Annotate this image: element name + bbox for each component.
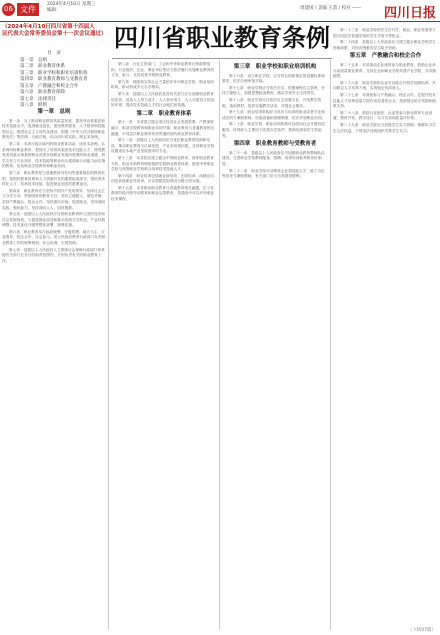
table-of-contents <box>2 51 106 110</box>
article: 第十一条 本省建立健全适应经济社会发展需要，产教深度融合，职业学校教育和职业培训并重，职业教育与普通教育相互融通，不同层次职业教育有效贯通的现代职业教育体系。 <box>111 120 215 136</box>
article: 第十二条 县级以上人民政府应当优化职业教育结构和布局，推动职业教育与区域发展、产业布局相匹配，支持职业学校设置适应本地产业发展需求的专业。 <box>111 138 215 154</box>
article: 第一条 为了推动职业教育高质量发展，提高劳动者素质和技术技能水平，促进就业创业，建设教育强省、人才强省和技能型社会，推进社会主义现代化建设，根据《中华人民共和国职业教育法》等法律、行政法规，结合四川省实际，制定本条例。 <box>2 118 106 140</box>
section-label: 文件 <box>17 3 39 16</box>
chapter-heading: 第二章 职业教育体系 <box>136 110 192 117</box>
article: 第六条 职业教育实行政府统筹、分级管理、地方为主、行业指导、校企合作、社会参与。省人民政府教育行政部门负责职业教育工作的统筹规划、综合协调、宏观管理。 <box>2 229 106 246</box>
column-divider <box>108 60 109 630</box>
dateline <box>47 2 95 14</box>
toc-item: 第五章 产教融合和校企合作 <box>20 83 79 89</box>
article: 第二十五条 本省推动企业深度参与职业教育，鼓励企业举办高质量职业教育，支持企业和职业学校共建产业学院、实训基地等。 <box>333 62 437 79</box>
article: 第十六条 设立职业学校，应当符合国家规定的设置标准和要求，依法办理审批手续。 <box>222 73 325 84</box>
article: 第三条 职业教育是与普通教育具有同等重要地位的教育类型，是国民教育体系和人力资源开发的重要组成部分，是培养多样化人才、传承技术技能、促进就业创业的重要途径。 <box>2 170 106 187</box>
article: 第十五条 本省推动职业教育与普通教育相互融通，在义务教育阶段开展劳动教育和职业启蒙教育，普通高中可以开设职业技术课程。 <box>111 185 215 202</box>
banner-line-2: 民代表大会常务委员会第十一次会议通过） <box>2 31 107 37</box>
toc-item: 第三章 职业学校和职业培训机构 <box>20 70 88 76</box>
toc-heading: 目 录 <box>47 51 61 56</box>
masthead <box>0 0 440 22</box>
continuation-note: （下转07版） <box>407 628 436 633</box>
title-divider <box>112 58 332 59</box>
article: 第二十一条 县级以上人民政府应当加强职业教育教师队伍建设，完善职业学校教师配备、招聘、培养培训和考核评价制度。 <box>222 150 325 166</box>
page-number: 06 <box>2 3 15 16</box>
article: 第十三条 本省依法建立健全中等职业教育、高等职业教育专科、职业本科教育相衔接的学校职业教育体系，推进中等职业学校与高等职业学校联合培养技术技能人才。 <box>111 155 215 172</box>
column-divider <box>330 60 331 630</box>
article: 第二十条 职业学校、职业培训机构可以面向社会开展有偿服务，所得收入主要用于改善办学条件、教师培训和学生奖助等。 <box>222 122 325 138</box>
article: 第十八条 职业学校可以依法自主设置专业，开发教学资源，选用教材，组织实施教学活动，开展社会服务。 <box>222 97 322 108</box>
article: 第二条 本省行政区域内的职业教育活动，适用本条例。本条例所称职业教育，是指为了培养高素质技术技能人才，使受教育者具备从事某种职业或者实现职业发展所需要的职业道德、科学文化与专业知识、技术技能等职业综合素质和行动能力而实施的教育，包括职业学校教育和职业培训。 <box>2 141 106 169</box>
toc-item: 第八章 附则 <box>20 103 47 108</box>
article: 第八条 行业主管部门、工会和中华职业教育社等群团组织、行业组织、企业、事业单位等应当依法履行实施职业教育的义务，参与、支持或者开展职业教育。 <box>111 62 215 78</box>
date-text: 2024年4月10日 <box>47 2 81 7</box>
article: 第二十四条 县级以上人民政府应当建立健全职业学校学生资助政策，对经济困难的学生给予资助。 <box>333 40 436 50</box>
article: 第四条 职业教育应当坚持中国共产党的领导，坚持社会主义办学方向，贯彻国家的教育方针，坚持立德树人、德技并修，坚持产教融合、校企合作，坚持面向市场、促进就业，坚持面向实践、强化能力，坚持面向人人、因材施教。 <box>2 188 106 210</box>
toc-item: 第四章 职业教育教师与受教育者 <box>20 77 88 82</box>
article: 第九条 鼓励和支持社会力量依法举办职业学校、职业培训机构，推动形成多元办学格局。 <box>111 79 214 90</box>
editor-credits: 周建国 / 美编 王恭 / 校对 —— <box>300 6 362 11</box>
weekday-text: 星期三 <box>81 2 96 7</box>
article: 第十九条 职业培训机构应当具有与培训的职业或者专业相适应的专兼职教师、设施设备和管理制度，依法开展职业培训。 <box>222 110 326 120</box>
toc-item: 第一章 总则 <box>20 57 47 63</box>
toc-item: 第六章 职业教育保障 <box>20 90 65 95</box>
article: 第二十二条 职业学校可以聘请企业高技能人才、能工巧匠等担任专兼职教师，有关部门应当为其提供便利。 <box>222 168 325 179</box>
text-column-3 <box>222 62 328 628</box>
article: 第十四条 职业培训包括就业前培训、在职培训、再就业培训及其他职业性培训，可以根据实际情况分级分类实施。 <box>111 173 214 184</box>
article: 第五条 县级以上人民政府应当将职业教育纳入国民经济和社会发展规划，与促进就业创业和推动发展方式转变、产业结构调整、技术优化升级等整体部署、统筹实施。 <box>2 212 106 228</box>
article: 第二十六条 职业学校和企业可以联合开展学徒制培养，共同制定人才培养方案，实现校企协同育人。 <box>333 80 436 91</box>
chapter-heading: 第五章 产教融合和校企合作 <box>349 53 422 60</box>
article: 第二十七条 对深度参与产教融合、校企合作，在提升技术技能人才培养质量方面作用显著的企业，按照规定给予奖励和政策支持。 <box>333 92 437 109</box>
article: 第七条 县级以上人民政府人力资源社会保障行政部门和其他有关部门在各自的职责范围内，分别负责有关的职业教育工作。 <box>2 247 105 263</box>
article: 第二十九条 职业学校应当加强学生实习管理，保障实习学生合法权益，不得违法违规组织安排学生实习。 <box>333 122 436 133</box>
toc-item: 第二章 职业教育体系 <box>20 64 65 69</box>
chapter-heading: 第四章 职业教育教师与受教育者 <box>233 141 317 148</box>
text-column-1 <box>2 107 106 627</box>
toc-item: 第七章 法律责任 <box>20 96 56 102</box>
editor-text: 编辑： <box>47 8 61 13</box>
adoption-banner <box>2 24 107 48</box>
text-column-2 <box>111 62 217 628</box>
chapter-heading: 第三章 职业学校和职业培训机构 <box>233 64 317 70</box>
banner-line-1: （2024年4月10日四川省第十四届人 <box>2 24 95 30</box>
article: 第十条 县级以上人民政府及其有关部门应当加强职业教育的宣传，营造人人努力成才、人人皆可成才、人人尽展其才的良好环境，提高技术技能人才的社会地位和待遇。 <box>111 91 215 108</box>
page-title: 四川省职业教育条例 <box>114 23 330 52</box>
newspaper-logo: 四川日报 <box>383 6 436 21</box>
text-column-4 <box>333 28 438 623</box>
article: 第二十三条 职业学校的学生在升学、就业、职业发展等方面与同层次普通学校的学生享有平等机会。 <box>333 28 436 38</box>
article: 第二十八条 鼓励行业组织、企业等参与职业教育专业设置、教材开发、教学设计、实习实训和质量评价等。 <box>333 110 433 121</box>
chapter-heading: 第一章 总则 <box>37 109 71 115</box>
column-divider <box>219 60 220 630</box>
article: 第十七条 职业学校应当依法办学，依据章程自主管理，坚持立德树人，加强思想政治教育，落实学校安全主体责任。 <box>222 85 325 96</box>
